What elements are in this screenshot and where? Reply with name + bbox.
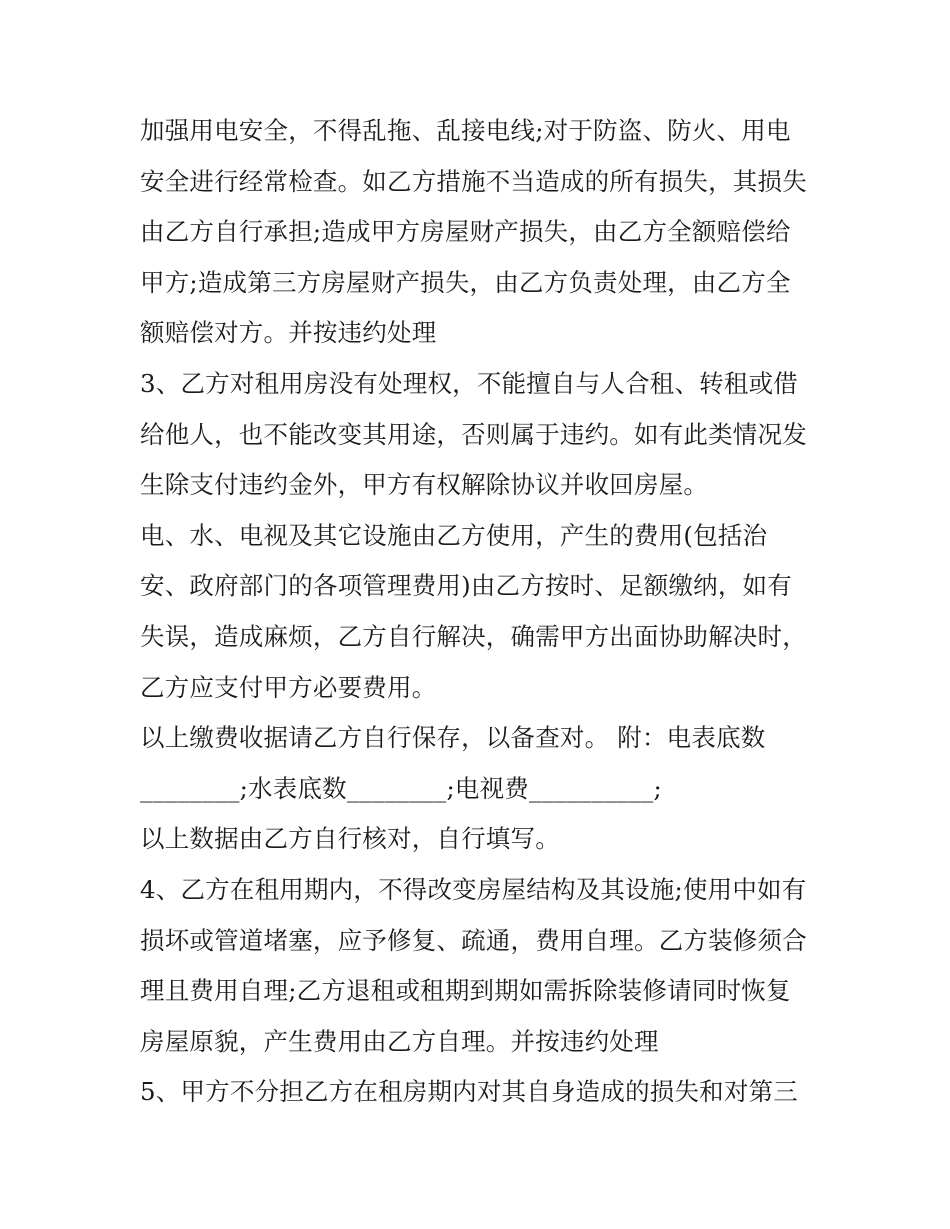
text-line: 以上数据由乙方自行核对，自行填写。 xyxy=(140,824,560,854)
clause-5-line: 5、甲方不分担乙方在租房期内对其自身造成的损失和对第三 xyxy=(140,1077,798,1107)
text-line: 给他人，也不能改变其用途，否则属于违约。如有此类情况发 xyxy=(140,419,807,449)
text-line: 额赔偿对方。并按违约处理 xyxy=(140,318,437,348)
clause-4-line: 4、乙方在租用期内，不得改变房屋结构及其设施;使用中如有 xyxy=(140,874,807,904)
text-line: 生除支付违约金外，甲方有权解除协议并收回房屋。 xyxy=(140,470,709,500)
text-line: 加强用电安全，不得乱拖、乱接电线;对于防盗、防火、用电 xyxy=(140,116,791,145)
text-line: 安全进行经常检查。如乙方措施不当造成的所有损失，其损失 xyxy=(140,166,807,196)
meter-readings-blanks: ________;水表底数________;电视费__________; xyxy=(140,773,662,803)
document-body xyxy=(140,106,830,1118)
text-line: 理且费用自理;乙方退租或租期到期如需拆除装修请同时恢复 xyxy=(140,976,791,1006)
text-line: 甲方;造成第三方房屋财产损失，由乙方负责处理，由乙方全 xyxy=(140,267,791,297)
text-line: 房屋原貌，产生费用由乙方自理。并按违约处理 xyxy=(140,1026,659,1056)
text-line: 电、水、电视及其它设施由乙方使用，产生的费用(包括治 xyxy=(140,520,768,550)
clause-3-line: 3、乙方对租用房没有处理权，不能擅自与人合租、转租或借 xyxy=(140,368,798,398)
text-line: 以上缴费收据请乙方自行保存，以备查对。 附：电表底数 xyxy=(140,723,766,753)
text-line: 乙方应支付甲方必要费用。 xyxy=(140,672,437,702)
text-line: 安、政府部门的各项管理费用)由乙方按时、足额缴纳，如有 xyxy=(140,571,792,601)
text-line: 由乙方自行承担;造成甲方房屋财产损失，由乙方全额赔偿给 xyxy=(140,217,791,247)
text-line: 失误，造成麻烦，乙方自行解决，确需甲方出面协助解决时， xyxy=(140,621,807,651)
text-line: 损坏或管道堵塞，应予修复、疏通，费用自理。乙方装修须合 xyxy=(140,925,807,955)
